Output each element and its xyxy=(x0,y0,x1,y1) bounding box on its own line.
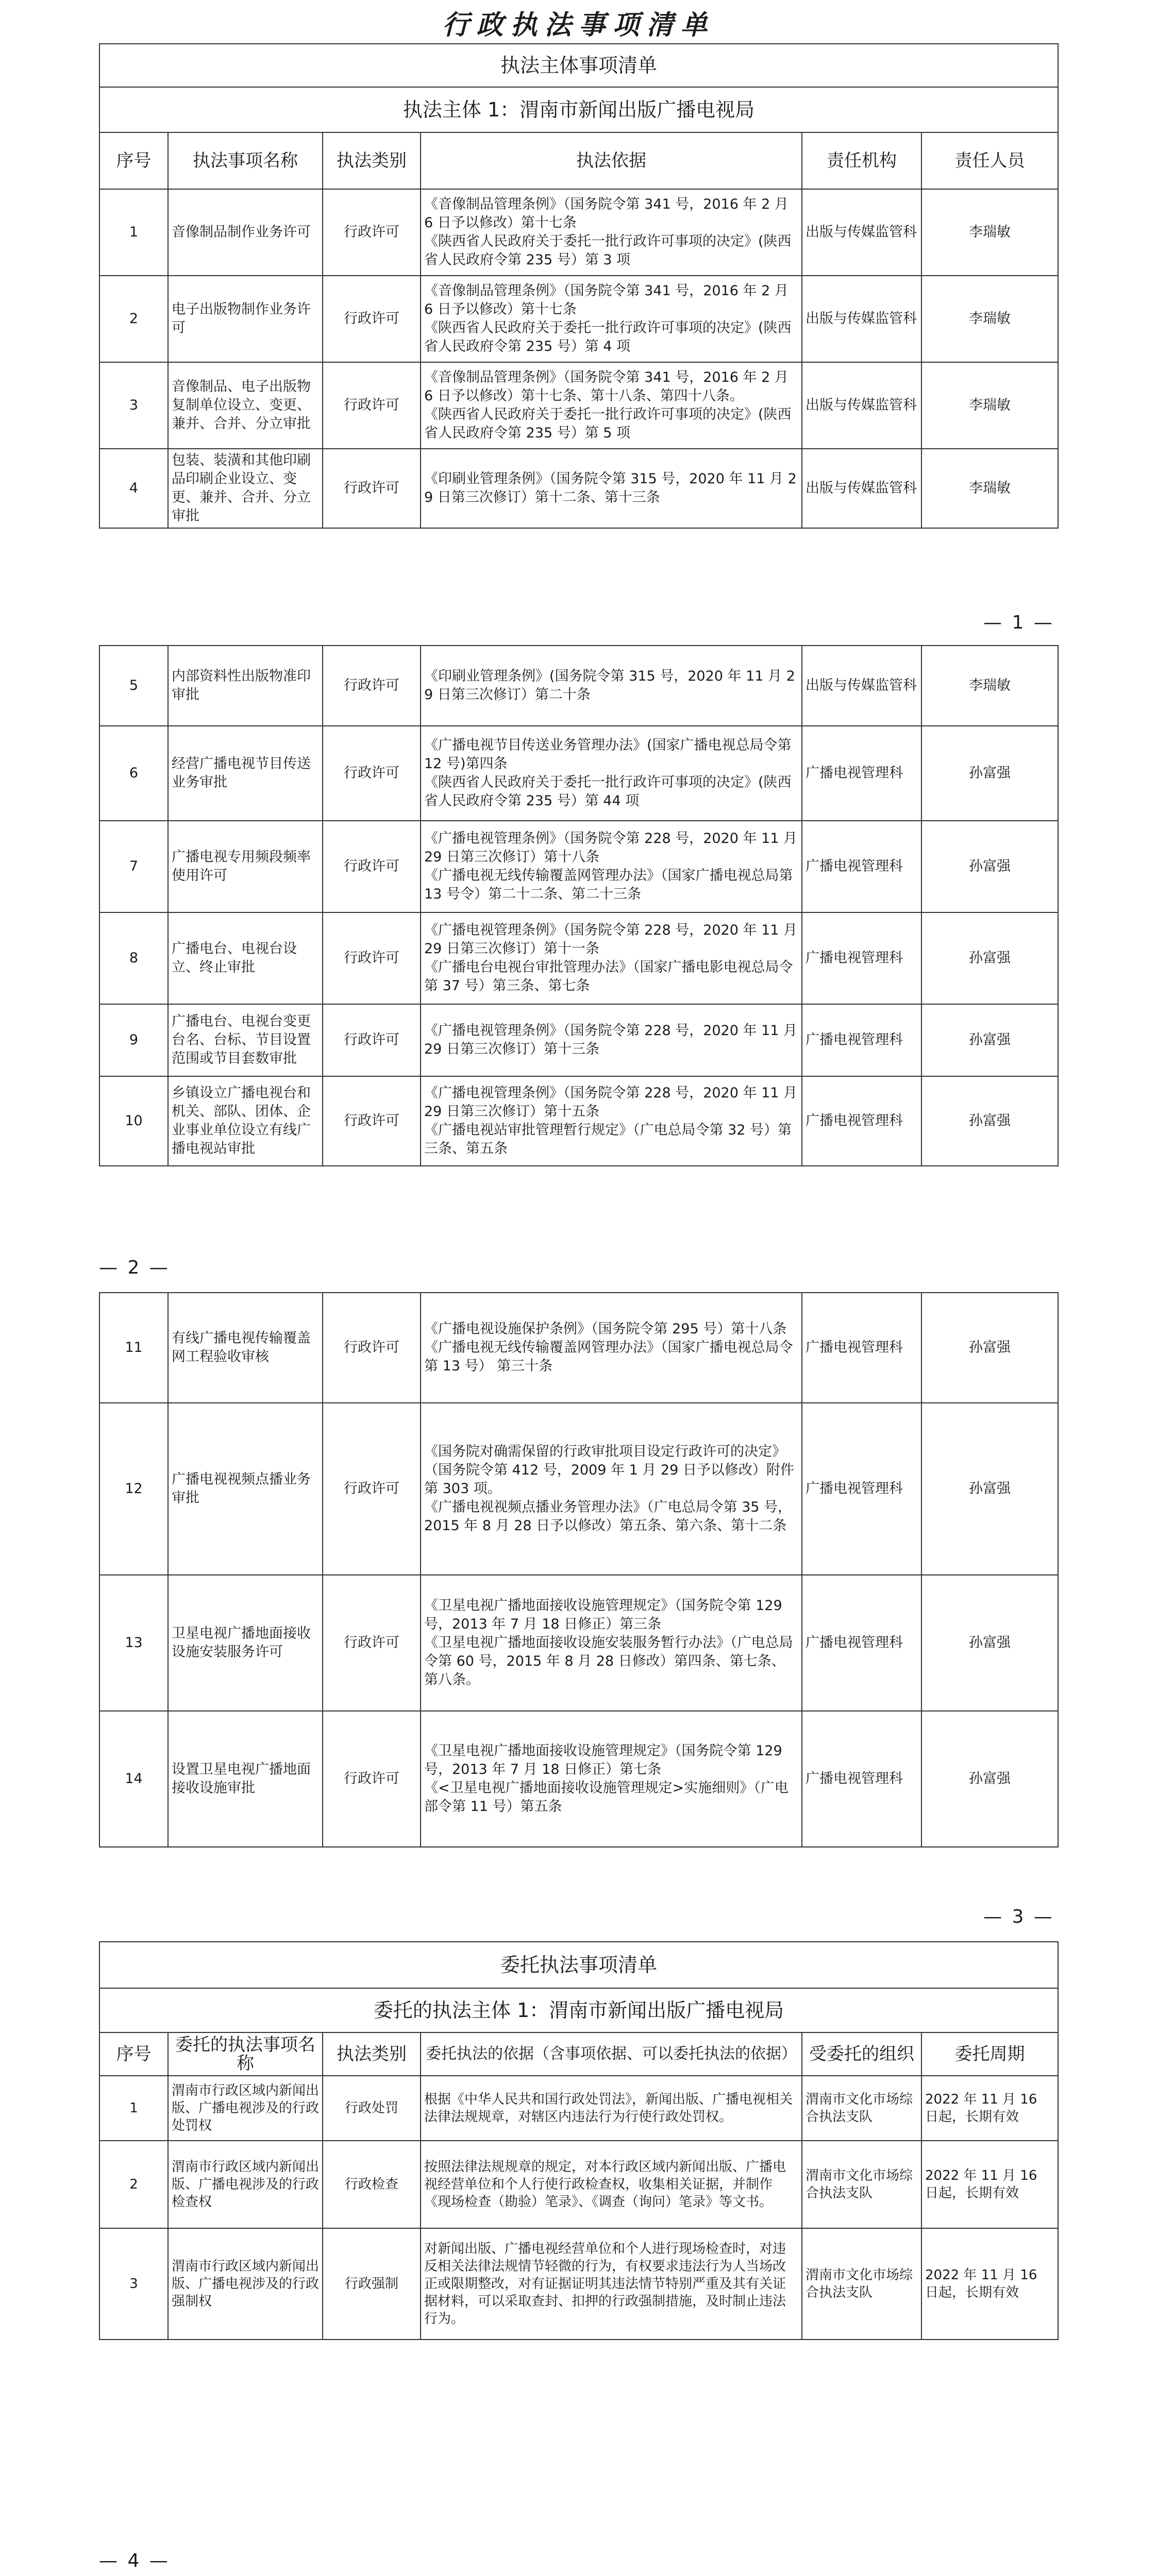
item-category: 行政许可 xyxy=(323,1403,421,1575)
responsible-person: 李瑞敏 xyxy=(921,449,1058,528)
legal-basis-line: 《广播电视无线传输覆盖网管理办法》（国家广播电视总局令第 13 号） 第三十条 xyxy=(424,1340,793,1374)
row-number: 3 xyxy=(99,2228,168,2340)
table-row xyxy=(99,1575,1058,1711)
responsible-org: 广播电视管理科 xyxy=(802,1575,921,1711)
col-header-org: 责任机构 xyxy=(802,132,921,189)
row-number: 8 xyxy=(99,912,168,1004)
delegated-item-name: 渭南市行政区域内新闻出版、广播电视涉及的行政处罚权 xyxy=(168,2076,323,2141)
legal-basis-line: 《印刷业管理条例》（国务院令第 315 号，2020 年 11 月 29 日第三次修订）第十二条、第十三条 xyxy=(424,471,797,505)
enforcement-subject-table-page3 xyxy=(99,1292,1059,1848)
row-number: 14 xyxy=(99,1711,168,1847)
item-category: 行政许可 xyxy=(323,1076,421,1166)
legal-basis-line: 《广播电视管理条例》（国务院令第 228 号，2020 年 11 月 29 日第三次修订）第十八条 xyxy=(424,831,798,865)
legal-basis xyxy=(421,726,802,821)
col-header-period: 委托周期 xyxy=(921,2032,1058,2076)
row-number: 12 xyxy=(99,1403,168,1575)
section-title: 执法主体事项清单 xyxy=(99,44,1058,87)
delegation-basis: 根据《中华人民共和国行政处罚法》，新闻出版、广播电视相关法律法规规章，对辖区内违法行为行使行政处罚权。 xyxy=(421,2076,802,2141)
responsible-org: 出版与传媒监管科 xyxy=(802,646,921,726)
responsible-org: 广播电视管理科 xyxy=(802,821,921,912)
table-row xyxy=(99,646,1058,726)
delegation-period: 2022 年 11 月 16 日起，长期有效 xyxy=(921,2228,1058,2340)
legal-basis-line: 《陕西省人民政府关于委托一批行政许可事项的决定》(陕西省人民政府令第 235 号）第 3 项 xyxy=(424,233,792,268)
item-name: 广播电台、电视台设立、终止审批 xyxy=(168,912,323,1004)
legal-basis-line: 《卫星电视广播地面接收设施安装服务暂行办法》（广电总局令第 60 号，2015 年 8 月 28 日修改）第四条、第七条、第八条。 xyxy=(424,1635,793,1688)
responsible-org: 广播电视管理科 xyxy=(802,1403,921,1575)
legal-basis-line: 《广播电视管理条例》（国务院令第 228 号，2020 年 11 月 29 日第三次修订）第十五条 xyxy=(424,1085,798,1120)
responsible-org: 出版与传媒监管科 xyxy=(802,189,921,276)
col-header-category: 执法类别 xyxy=(323,132,421,189)
legal-basis xyxy=(421,276,802,362)
table-row xyxy=(99,1711,1058,1847)
legal-basis-line: 《广播电视站审批管理暂行规定》（广电总局令第 32 号）第三条、第五条 xyxy=(424,1122,792,1157)
table-body xyxy=(99,646,1058,1166)
legal-basis xyxy=(421,1076,802,1166)
legal-basis-line: 《国务院对确需保留的行政审批项目设定行政许可的决定》（国务院令第 412 号，2009 年 1 月 29 日予以修改）附件第 303 项。 xyxy=(424,1444,794,1497)
delegated-org: 渭南市文化市场综合执法支队 xyxy=(802,2141,921,2228)
responsible-person: 李瑞敏 xyxy=(921,189,1058,276)
col-header-person: 责任人员 xyxy=(921,132,1058,189)
legal-basis-line: 《<卫星电视广播地面接收设施管理规定>实施细则》（广电部令第 11 号）第五条 xyxy=(424,1780,789,1815)
item-name: 有线广播电视传输覆盖网工程验收审核 xyxy=(168,1293,323,1403)
table-row xyxy=(99,2228,1058,2340)
responsible-org: 广播电视管理科 xyxy=(802,1004,921,1076)
table-row xyxy=(99,2141,1058,2228)
row-number: 3 xyxy=(99,362,168,449)
responsible-person: 孙富强 xyxy=(921,1575,1058,1711)
item-category: 行政许可 xyxy=(323,362,421,449)
row-number: 5 xyxy=(99,646,168,726)
col-header-no: 序号 xyxy=(99,132,168,189)
item-name: 乡镇设立广播电视台和机关、部队、团体、企业事业单位设立有线广播电视站审批 xyxy=(168,1076,323,1166)
legal-basis-line: 《广播电视无线传输覆盖网管理办法》（国家广播电视总局第 13 号令）第二十二条、第二十三条 xyxy=(424,868,793,902)
legal-basis-line: 《广播电视节目传送业务管理办法》(国家广播电视总局令第 12 号)第四条 xyxy=(424,737,792,772)
item-category: 行政许可 xyxy=(323,821,421,912)
section-title: 委托执法事项清单 xyxy=(99,1942,1058,1988)
item-category: 行政许可 xyxy=(323,276,421,362)
table-row xyxy=(99,821,1058,912)
item-name: 广播电视视频点播业务审批 xyxy=(168,1403,323,1575)
legal-basis xyxy=(421,362,802,449)
responsible-person: 孙富强 xyxy=(921,1076,1058,1166)
col-header-org: 受委托的组织 xyxy=(802,2032,921,2076)
item-name: 音像制品、电子出版物复制单位设立、变更、兼并、合并、分立审批 xyxy=(168,362,323,449)
responsible-person: 孙富强 xyxy=(921,726,1058,821)
item-name: 音像制品制作业务许可 xyxy=(168,189,323,276)
responsible-org: 广播电视管理科 xyxy=(802,912,921,1004)
col-header-name: 执法事项名称 xyxy=(168,132,323,189)
responsible-person: 孙富强 xyxy=(921,1004,1058,1076)
enforcement-subject-table-page1 xyxy=(99,43,1059,529)
delegated-enforcement-table xyxy=(99,1941,1059,2340)
subject-title: 委托的执法主体 1：渭南市新闻出版广播电视局 xyxy=(99,1988,1058,2032)
responsible-org: 广播电视管理科 xyxy=(802,1293,921,1403)
responsible-person: 孙富强 xyxy=(921,1711,1058,1847)
row-number: 6 xyxy=(99,726,168,821)
legal-basis xyxy=(421,1403,802,1575)
row-number: 1 xyxy=(99,2076,168,2141)
responsible-org: 广播电视管理科 xyxy=(802,726,921,821)
legal-basis xyxy=(421,646,802,726)
delegation-basis: 对新闻出版、广播电视经营单位和个人进行现场检查时，对违反相关法律法规情节轻微的行为，有权要求违法行为人当场改正或限期整改，对有证据证明其违法情节特别严重及其有关证据材料，可以采取查封、扣押的行政强制措施，及时制止违法行为。 xyxy=(421,2228,802,2340)
delegated-org: 渭南市文化市场综合执法支队 xyxy=(802,2228,921,2340)
table-row xyxy=(99,912,1058,1004)
page-number: — 3 — xyxy=(983,1906,1054,1927)
row-number: 10 xyxy=(99,1076,168,1166)
page-number: — 1 — xyxy=(983,612,1054,633)
item-category: 行政处罚 xyxy=(323,2076,421,2141)
delegated-item-name: 渭南市行政区域内新闻出版、广播电视涉及的行政强制权 xyxy=(168,2228,323,2340)
legal-basis-line: 《卫星电视广播地面接收设施管理规定》（国务院令第 129 号，2013 年 7 月 18 日修正）第七条 xyxy=(424,1743,782,1777)
row-number: 2 xyxy=(99,2141,168,2228)
table-body xyxy=(99,189,1058,528)
table-row xyxy=(99,449,1058,528)
legal-basis-line: 《陕西省人民政府关于委托一批行政许可事项的决定》(陕西省人民政府令第 235 号）第 5 项 xyxy=(424,406,792,441)
row-number: 7 xyxy=(99,821,168,912)
item-category: 行政检查 xyxy=(323,2141,421,2228)
legal-basis-line: 《广播电视管理条例》（国务院令第 228 号，2020 年 11 月 29 日第三次修订）第十三条 xyxy=(424,1023,798,1057)
delegated-item-name: 渭南市行政区域内新闻出版、广播电视涉及的行政检查权 xyxy=(168,2141,323,2228)
item-category: 行政许可 xyxy=(323,1293,421,1403)
item-name: 广播电台、电视台变更台名、台标、节目设置范围或节目套数审批 xyxy=(168,1004,323,1076)
item-name: 包装、装潢和其他印刷品印刷企业设立、变更、兼并、合并、分立审批 xyxy=(168,449,323,528)
col-header-basis: 委托执法的依据（含事项依据、可以委托执法的依据） xyxy=(421,2032,802,2076)
table-row xyxy=(99,1076,1058,1166)
legal-basis-line: 《音像制品管理条例》（国务院令第 341 号，2016 年 2 月 6 日予以修改）第十七条 xyxy=(424,283,789,317)
delegation-basis: 按照法律法规规章的规定，对本行政区域内新闻出版、广播电视经营单位和个人行使行政检查权，收集相关证据，并制作《现场检查（勘验）笔录》、《调查（询问）笔录》等文书。 xyxy=(421,2141,802,2228)
table-row xyxy=(99,726,1058,821)
item-category: 行政许可 xyxy=(323,1711,421,1847)
legal-basis xyxy=(421,449,802,528)
delegation-period: 2022 年 11 月 16 日起，长期有效 xyxy=(921,2141,1058,2228)
legal-basis xyxy=(421,1004,802,1076)
legal-basis-line: 《陕西省人民政府关于委托一批行政许可事项的决定》(陕西省人民政府令第 235 号）第 44 项 xyxy=(424,774,792,809)
subject-title: 执法主体 1：渭南市新闻出版广播电视局 xyxy=(99,87,1058,132)
legal-basis-line: 《广播电视管理条例》（国务院令第 228 号，2020 年 11 月 29 日第三次修订）第十一条 xyxy=(424,922,798,957)
legal-basis-line: 《音像制品管理条例》（国务院令第 341 号，2016 年 2 月 6 日予以修改）第十七条、第十八条、第四十八条。 xyxy=(424,369,789,404)
page-number: — 4 — xyxy=(99,2550,170,2571)
item-category: 行政许可 xyxy=(323,1575,421,1711)
responsible-person: 孙富强 xyxy=(921,1403,1058,1575)
item-name: 卫星电视广播地面接收设施安装服务许可 xyxy=(168,1575,323,1711)
table-body xyxy=(99,2076,1058,2340)
responsible-person: 李瑞敏 xyxy=(921,276,1058,362)
item-category: 行政许可 xyxy=(323,189,421,276)
item-category: 行政许可 xyxy=(323,646,421,726)
col-header-no: 序号 xyxy=(99,2032,168,2076)
row-number: 1 xyxy=(99,189,168,276)
table-body xyxy=(99,1293,1058,1847)
table-row xyxy=(99,1293,1058,1403)
responsible-org: 出版与传媒监管科 xyxy=(802,449,921,528)
row-number: 2 xyxy=(99,276,168,362)
legal-basis-line: 《印刷业管理条例》(国务院令第 315 号，2020 年 11 月 29 日第三次修订）第二十条 xyxy=(424,668,795,703)
item-category: 行政许可 xyxy=(323,726,421,821)
legal-basis xyxy=(421,912,802,1004)
col-header-category: 执法类别 xyxy=(323,2032,421,2076)
legal-basis-line: 《音像制品管理条例》（国务院令第 341 号，2016 年 2 月 6 日予以修改）第十七条 xyxy=(424,196,789,231)
legal-basis xyxy=(421,1293,802,1403)
col-header-basis: 执法依据 xyxy=(421,132,802,189)
item-name: 内部资料性出版物准印审批 xyxy=(168,646,323,726)
responsible-person: 孙富强 xyxy=(921,821,1058,912)
legal-basis xyxy=(421,189,802,276)
item-name: 经营广播电视节目传送业务审批 xyxy=(168,726,323,821)
table-row xyxy=(99,189,1058,276)
legal-basis xyxy=(421,821,802,912)
row-number: 9 xyxy=(99,1004,168,1076)
delegated-org: 渭南市文化市场综合执法支队 xyxy=(802,2076,921,2141)
item-category: 行政许可 xyxy=(323,1004,421,1076)
legal-basis xyxy=(421,1711,802,1847)
responsible-org: 广播电视管理科 xyxy=(802,1711,921,1847)
table-row xyxy=(99,1403,1058,1575)
responsible-person: 孙富强 xyxy=(921,912,1058,1004)
document-title: 行政执法事项清单 xyxy=(442,9,715,41)
item-category: 行政许可 xyxy=(323,912,421,1004)
legal-basis-line: 《广播电视视频点播业务管理办法》（广电总局令第 35 号，2015 年 8 月 28 日予以修改）第五条、第六条、第十二条 xyxy=(424,1499,792,1534)
table-row xyxy=(99,276,1058,362)
legal-basis-line: 《广播电视设施保护条例》（国务院令第 295 号）第十八条 xyxy=(424,1321,787,1337)
responsible-person: 孙富强 xyxy=(921,1293,1058,1403)
delegation-period: 2022 年 11 月 16 日起，长期有效 xyxy=(921,2076,1058,2141)
legal-basis-line: 《广播电台电视台审批管理办法》（国家广播电影电视总局令第 37 号）第三条、第七条 xyxy=(424,959,793,994)
legal-basis-line: 《卫星电视广播地面接收设施管理规定》（国务院令第 129 号，2013 年 7 月 18 日修正）第三条 xyxy=(424,1598,782,1632)
row-number: 4 xyxy=(99,449,168,528)
col-header-name: 委托的执法事项名称 xyxy=(168,2032,323,2076)
row-number: 11 xyxy=(99,1293,168,1403)
item-name: 设置卫星电视广播地面接收设施审批 xyxy=(168,1711,323,1847)
responsible-person: 李瑞敏 xyxy=(921,646,1058,726)
legal-basis-line: 《陕西省人民政府关于委托一批行政许可事项的决定》(陕西省人民政府令第 235 号）第 4 项 xyxy=(424,320,792,354)
responsible-org: 广播电视管理科 xyxy=(802,1076,921,1166)
enforcement-subject-table-page2 xyxy=(99,645,1059,1166)
table-row xyxy=(99,1004,1058,1076)
row-number: 13 xyxy=(99,1575,168,1711)
legal-basis xyxy=(421,1575,802,1711)
table-row xyxy=(99,2076,1058,2141)
table-row xyxy=(99,362,1058,449)
responsible-person: 李瑞敏 xyxy=(921,362,1058,449)
item-name: 广播电视专用频段频率使用许可 xyxy=(168,821,323,912)
responsible-org: 出版与传媒监管科 xyxy=(802,276,921,362)
item-category: 行政强制 xyxy=(323,2228,421,2340)
responsible-org: 出版与传媒监管科 xyxy=(802,362,921,449)
item-name: 电子出版物制作业务许可 xyxy=(168,276,323,362)
item-category: 行政许可 xyxy=(323,449,421,528)
page-number: — 2 — xyxy=(99,1257,170,1278)
